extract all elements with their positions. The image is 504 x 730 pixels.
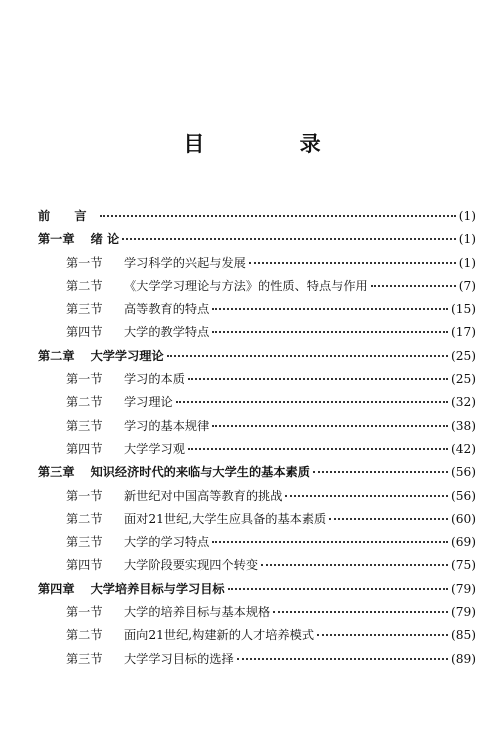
entry-number: 第一节 [66,488,103,503]
toc-chapter-entry[interactable] [38,578,476,601]
toc-section-entry[interactable] [38,485,476,508]
entry-page-number: (32) [450,395,476,410]
toc-section-entry[interactable] [38,531,476,554]
dot-leader [212,325,448,333]
entry-title: 学习的基本规律 [124,418,210,433]
dot-leader [313,465,448,473]
dot-leader [329,512,448,520]
entry-number: 第四章 [38,581,75,596]
entry-page-number: (7) [458,278,476,293]
dot-leader [371,279,456,287]
entry-title: 绪 论 [90,232,120,247]
page-title: 目 录 [183,132,365,156]
entry-title: 《大学学习理论与方法》的性质、特点与作用 [124,278,368,293]
entry-number: 第四节 [66,558,103,573]
entry-page-number: (89) [450,651,476,666]
toc-section-entry[interactable] [38,508,476,531]
entry-title: 知识经济时代的来临与大学生的基本素质 [90,465,310,480]
entry-title: 新世纪对中国高等教育的挑战 [124,488,283,503]
toc-section-entry[interactable] [38,438,476,461]
entry-number: 第一章 [38,232,75,247]
entry-number: 前 言 [38,209,97,223]
entry-title: 面向21世纪,构建新的人才培养模式 [124,628,315,643]
entry-title: 大学的教学特点 [124,325,210,340]
toc-section-entry[interactable] [38,275,476,298]
entry-number: 第一节 [66,605,103,620]
toc-chapter-entry[interactable] [38,205,476,228]
toc-section-entry[interactable] [38,368,476,391]
entry-title: 大学阶段要实现四个转变 [124,558,259,573]
toc-chapter-entry[interactable] [38,228,476,251]
toc-section-entry[interactable] [38,415,476,438]
toc-section-entry[interactable] [38,298,476,321]
entry-page-number: (17) [450,325,476,340]
entry-number: 第三章 [38,465,75,480]
dot-leader [212,535,448,543]
entry-title: 大学学习观 [124,441,185,456]
entry-title: 面对21世纪,大学生应具备的基本素质 [124,511,327,526]
dot-leader [228,582,448,590]
dot-leader [100,209,456,217]
entry-number: 第三节 [66,302,103,317]
toc-section-entry[interactable] [38,554,476,577]
dot-leader [188,372,448,380]
entry-page-number: (25) [450,372,476,387]
entry-number: 第二节 [66,511,103,526]
entry-page-number: (42) [450,441,476,456]
entry-title: 大学培养目标与学习目标 [90,581,225,596]
dot-leader [176,395,448,403]
entry-page-number: (75) [450,558,476,573]
dot-leader [261,558,448,566]
entry-page-number: (1) [458,209,476,223]
toc-chapter-entry[interactable] [38,345,476,368]
dot-leader [188,442,448,450]
entry-number: 第二节 [66,278,103,293]
entry-number: 第三节 [66,535,103,550]
entry-title: 高等教育的特点 [124,302,210,317]
entry-number: 第三节 [66,651,103,666]
entry-page-number: (79) [450,581,476,596]
entry-page-number: (85) [450,628,476,643]
dot-leader [273,605,448,613]
entry-page-number: (56) [450,488,476,503]
entry-number: 第一节 [66,255,103,270]
dot-leader [212,302,448,310]
dot-leader [122,232,456,240]
entry-title: 学习科学的兴起与发展 [124,255,246,270]
entry-number: 第四节 [66,441,103,456]
entry-page-number: (1) [458,255,476,270]
entry-page-number: (1) [458,232,476,247]
entry-title: 学习理论 [124,395,173,410]
dot-leader [249,256,456,264]
entry-number: 第二节 [66,628,103,643]
entry-number: 第四节 [66,325,103,340]
entry-title: 大学的学习特点 [124,535,210,550]
entry-number: 第一节 [66,372,103,387]
dot-leader [317,628,448,636]
entry-page-number: (25) [450,348,476,363]
toc-section-entry[interactable] [38,252,476,275]
table-of-contents [38,205,476,671]
entry-page-number: (38) [450,418,476,433]
dot-leader [212,419,448,427]
entry-number: 第三节 [66,418,103,433]
entry-title: 大学学习目标的选择 [124,651,234,666]
toc-section-entry[interactable] [38,648,476,671]
dot-leader [237,652,448,660]
dot-leader [285,489,448,497]
entry-page-number: (15) [450,302,476,317]
toc-chapter-entry[interactable] [38,461,476,484]
entry-page-number: (60) [450,511,476,526]
entry-page-number: (56) [450,465,476,480]
entry-page-number: (69) [450,535,476,550]
entry-number: 第二节 [66,395,103,410]
toc-section-entry[interactable] [38,391,476,414]
dot-leader [167,349,448,357]
toc-section-entry[interactable] [38,624,476,647]
entry-title: 大学学习理论 [90,348,164,363]
toc-section-entry[interactable] [38,601,476,624]
entry-number: 第二章 [38,348,75,363]
entry-title: 大学的培养目标与基本规格 [124,605,271,620]
toc-section-entry[interactable] [38,321,476,344]
entry-page-number: (79) [450,605,476,620]
entry-title: 学习的本质 [124,372,185,387]
